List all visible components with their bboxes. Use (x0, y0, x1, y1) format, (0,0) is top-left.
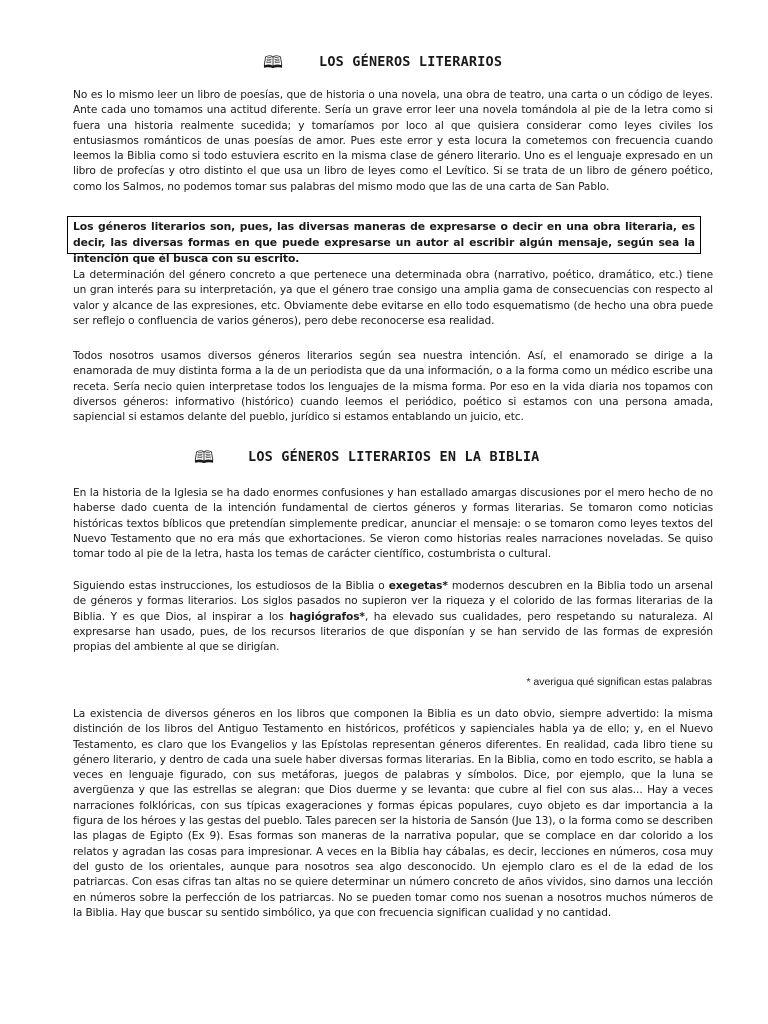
section-title: LOS GÉNEROS LITERARIOS (319, 54, 503, 70)
book-icon: 🕮 (194, 448, 215, 468)
footnote: * averigua qué significan estas palabras (526, 676, 712, 688)
definition-text: Los géneros literarios son, pues, las diversas maneras de expresarse o decir en una obra literaria, es decir, las diversas formas en que puede expresarse un autor al escribir algún mensaje, según sea la intención que él busca con su escrito. (73, 220, 695, 265)
paragraph-determination: La determinación del género concreto a que pertenece una determinada obra (narrativo, poético, dramático, etc.) tiene un gran interés para su interpretación, ya que el género trae consigo una amplia gama de consecuencias con respecto al valor y alcance de las expresiones, etc. Obviamente debe evitarse en ello todo esquematismo (de hecho una obra puede ser reflejo o confluencia de varios géneros), pero debe reconocerse esa realidad. (73, 269, 713, 327)
paragraph-existence-genres: La existencia de diversos géneros en los libros que componen la Biblia es un dato obvio, siempre advertido: la misma distinción de los libros del Antiguo Testamento en históricos, proféticos y sapienciales habla ya de ello; y, en el Nuevo Testamento, es claro que los Evangelios y las Epístolas representan géneros diferentes. En realidad, cada libro tiene su género literario, y dentro de cada una suele haber diversas formas literarias. En la Biblia, como en todo escrito, se habla a veces en lenguaje figurado, con sus metáforas, juegos de palabras y símbolos. Dice, por ejemplo, que la luna se avergüenza y que las estrellas se alegran: que Dios duerme y se levanta: que cubre al fiel con sus alas... Hay a veces narraciones folklóricas, con sus típicas exageraciones y formas épicas populares, cuyo objeto es dar importancia a la figura de los héroes y las gestas del pueblo. Tales parecen ser la historia de Sansón (Jue 13), o la forma como se describen las plagas de Egipto (Ex 9). Esas formas son maneras de la narrativa popular, que se complace en dar colorido a los relatos y agradan las cosas para impresionar. A veces en la Biblia hay cábalas, es decir, lecciones en números, cosa muy del gusto de los orientales, aunque para nosotros sea algo desconocido. Un ejemplo claro es el de la edad de los patriarcas. Con esas cifras tan altas no se quiere determinar un número concreto de años vividos, sino darnos una lección en números sobre la perfección de los patriarcas. No se pueden tomar como nos suenan a nosotros muchos números de la Biblia. Hay que buscar su sentido simbólico, ya que con frecuencia significan cualidad y no cantidad. (73, 708, 713, 919)
book-icon: 🕮 (263, 53, 284, 73)
paragraph-daily-use: Todos nosotros usamos diversos géneros literarios según sea nuestra intención. Así, el enamorado se dirige a la enamorada de muy distinta forma a la de un periodista que da una información, o a la forma como un médico escribe una receta. Sería necio quien interpretase todos los lenguajes de la misma forma. Por eso en la vida diaria nos topamos con diversos géneros: informativo (histórico) cuando leemos el periódico, poético si estamos con una persona amada, sapiencial si estamos delante del pueblo, jurídico si estamos entablando un juicio, etc. (73, 350, 713, 424)
section-heading-generos (0, 52, 768, 76)
term-exegetas: exegetas* (388, 580, 448, 592)
intro-paragraph: No es lo mismo leer un libro de poesías, que de historia o una novela, una obra de teatro, una carta o un código de leyes. Ante cada uno tomamos una actitud diferente. Sería un grave error leer una novela tomándola al pie de la letra como si fuera una historia realmente sucedida; y tomaríamos por loco al que quisiera considerar como leyes civiles los entusiasmos románticos de unas poesías de amor. Pues este error y esta locura la cometemos con frecuencia cuando leemos la Biblia como si todo estuviera escrito en la misma clase de género literario. Uno es el lenguaje expresado en un libro de profecías y otro distinto el que usa un libro de leyes como el Levítico. Si se trata de un libro de género poético, como los Salmos, no podemos tomar sus palabras del mismo modo que las de una carta de San Pablo. (73, 89, 713, 193)
term-hagiografos: hagiógrafos* (289, 610, 365, 623)
section-heading-biblia (0, 447, 768, 471)
paragraph-history-church: En la historia de la Iglesia se ha dado enormes confusiones y han estallado amargas discusiones por el mero hecho de no haberse dado cuenta de la intención fundamental de ciertos géneros y formas literarias. Se tomaron como noticias históricas textos bíblicos que pretendían simplemente predicar, anunciar el mensaje: o se tomaron como leyes textos del Nuevo Testamento que no era más que exhortaciones. Se vieron como historias reales narraciones noveladas. Se quiso tomar todo al pie de la letra, hasta los temas de carácter científico, costumbrista o cultural. (73, 487, 713, 561)
paragraph-exegetas: Siguiendo estas instrucciones, los estudiosos de la Biblia o exegetas* modernos descubren en la Biblia todo un arsenal de géneros y formas literarios. Los siglos pasados no supieron ver la riqueza y el colorido de las formas literarias de la Biblia. Y es que Dios, al inspirar a los hagiógrafos*, ha elevado sus cualidades, pero respetando su naturaleza. Al expresarse han usado, pues, de los recursos literarios de que disponían y se han servido de las formas de expresión propias del ambiente al que se dirigían. (73, 580, 713, 654)
section-title: LOS GÉNEROS LITERARIOS EN LA BIBLIA (248, 449, 540, 465)
definition-box (67, 216, 701, 265)
